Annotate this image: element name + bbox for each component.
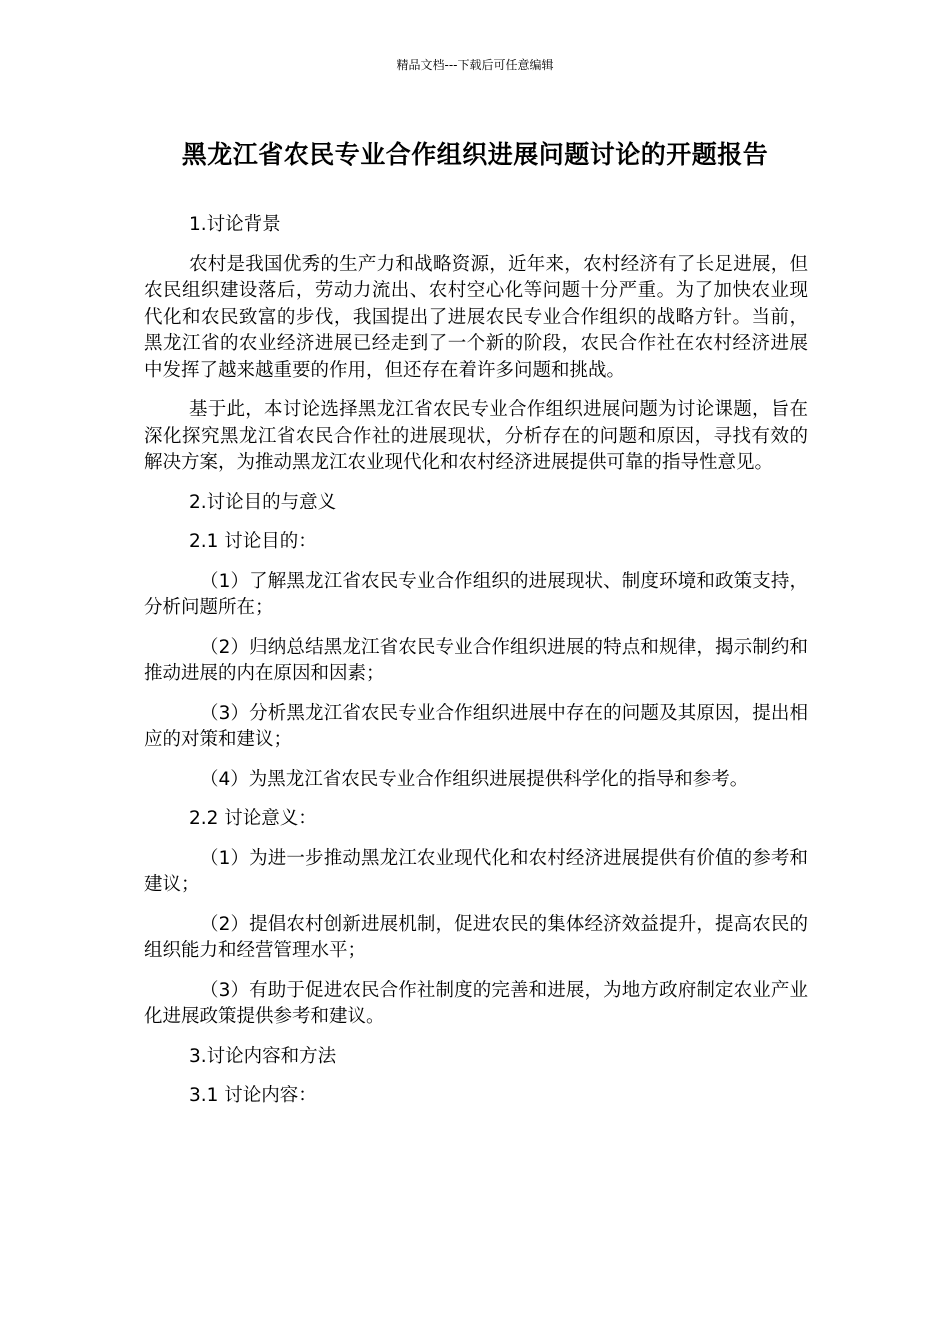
list-item: （1）了解黑龙江省农民专业合作组织的进展现状、制度环境和政策支持，分析问题所在； xyxy=(144,570,808,618)
list-item: （4）为黑龙江省农民专业合作组织进展提供科学化的指导和参考。 xyxy=(200,768,749,790)
list-item: （3）分析黑龙江省农民专业合作组织进展中存在的问题及其原因，提出相应的对策和建议； xyxy=(144,702,808,750)
subsection-heading-purpose: 2.1 讨论目的： xyxy=(189,531,317,552)
list-item: （2）归纳总结黑龙江省农民专业合作组织进展的特点和规律，揭示制约和推动进展的内在原因和因素； xyxy=(144,636,808,684)
document-body xyxy=(144,212,808,1123)
section-heading-background: 1.讨论背景 xyxy=(189,214,281,235)
list-item: （1）为进一步推动黑龙江农业现代化和农村经济进展提供有价值的参考和建议； xyxy=(144,847,808,895)
subsection-heading-significance: 2.2 讨论意义： xyxy=(189,808,317,829)
list-item: （3）有助于促进农民合作社制度的完善和进展，为地方政府制定农业产业化进展政策提供参考和建议。 xyxy=(144,979,808,1027)
section-heading-purpose-significance: 2.讨论目的与意义 xyxy=(189,491,337,513)
header-note: 精品文档---下载后可任意编辑 xyxy=(396,58,554,72)
list-item: （2）提倡农村创新进展机制，促进农民的集体经济效益提升，提高农民的组织能力和经营管理水平； xyxy=(144,913,808,961)
paragraph: 农村是我国优秀的生产力和战略资源，近年来，农村经济有了长足进展，但农民组织建设落后，劳动力流出、农村空心化等问题十分严重。为了加快农业现代化和农民致富的步伐，我国提出了进展农民专业合作组织的战略方针。当前，黑龙江省的农业经济进展已经走到了一个新的阶段，农民合作社在农村经济进展中发挥了越来越重要的作用，但还存在着许多问题和挑战。 xyxy=(144,253,808,381)
paragraph: 基于此，本讨论选择黑龙江省农民专业合作组织进展问题为讨论课题，旨在深化探究黑龙江省农民合作社的进展现状，分析存在的问题和原因，寻找有效的解决方案，为推动黑龙江农业现代化和农村经济进展提供可靠的指导性意见。 xyxy=(144,399,808,473)
section-heading-content-method: 3.讨论内容和方法 xyxy=(189,1045,337,1067)
document-title: 黑龙江省农民专业合作组织进展问题讨论的开题报告 xyxy=(181,140,769,169)
subsection-heading-content: 3.1 讨论内容： xyxy=(189,1085,317,1106)
